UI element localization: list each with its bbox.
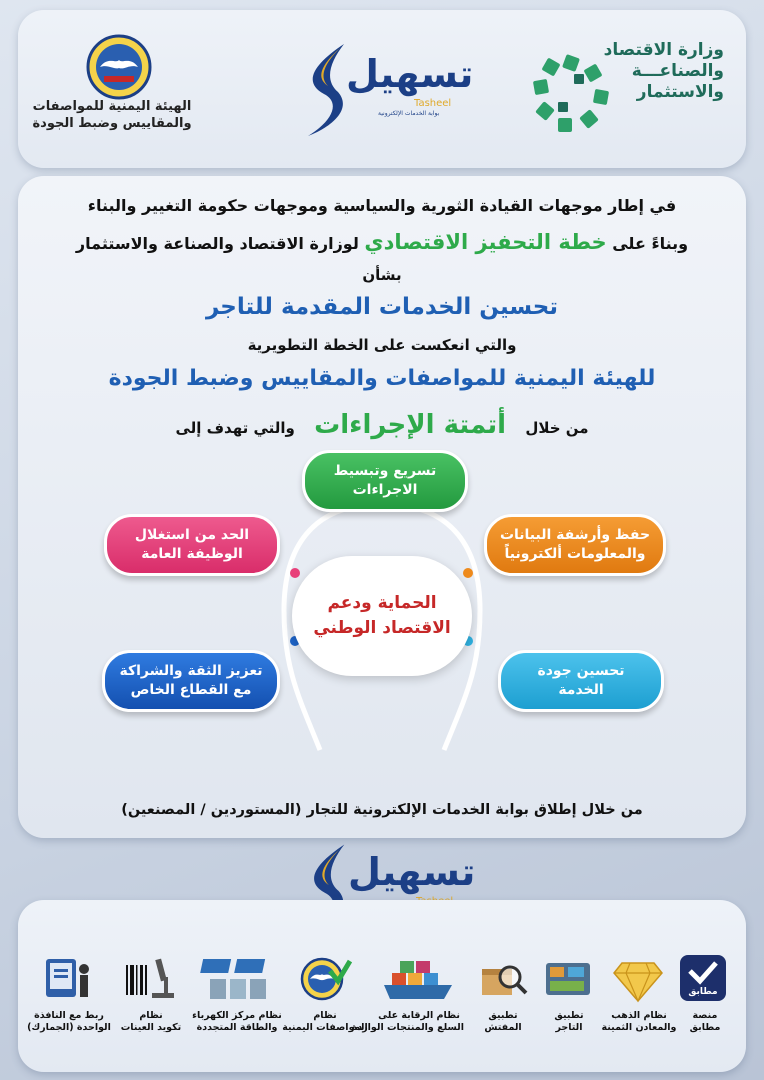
single-window-icon: [40, 955, 96, 1003]
intro-line-4: والتي انعكست على الخطة التطويرية: [247, 336, 517, 354]
system-label: السلع والمنتجات الواردة: [351, 1022, 464, 1033]
intro-line-2: [20, 230, 744, 254]
mutabiq-logo-icon: [676, 955, 732, 1003]
barcode-microscope-icon: [122, 955, 178, 1003]
system-import-control: [351, 1010, 464, 1034]
system-label: والطاقة المتجددة: [196, 1022, 278, 1033]
tasheel-wordmark: تسهيل: [348, 850, 476, 894]
goal-center-label: الحماية ودعم الاقتصاد الوطني: [313, 593, 451, 638]
system-label: والمعادن الثمينة: [601, 1022, 677, 1033]
tasheel-wordmark: تسهيل: [346, 52, 474, 96]
system-label: نظام مركز الكهرباء: [192, 1010, 282, 1021]
intro-line-3: بشأن: [362, 266, 402, 284]
goal-limit-abuse: [104, 514, 280, 576]
tasheel-subtitle: بوابة الخدمات الإلكترونية: [378, 110, 440, 117]
stimulus-plan-highlight: خطة التحفيز الاقتصادي: [364, 230, 607, 254]
system-label: نظام: [313, 1010, 337, 1021]
goal-service-quality: [498, 650, 664, 712]
system-label: المفتش: [484, 1022, 522, 1033]
goal-label: حفظ وأرشفة البيانات والمعلومات ألكترونياً: [499, 527, 651, 562]
goal-label: تسريع وتبسيط الاجراءات: [333, 463, 437, 498]
authority-name-line: والمقاييس وضبط الجودة: [32, 116, 192, 131]
launch-text: من خلال إطلاق بوابة الخدمات الإلكترونية للتجار (المستوردين / المصنعين): [121, 802, 643, 818]
goal-archive-data: [484, 514, 666, 576]
system-label: التاجر: [555, 1022, 583, 1033]
system-inspector-app: [460, 1010, 546, 1034]
authority-name: [22, 98, 202, 132]
goal-label: الحد من استغلال الوظيفة العامة: [134, 527, 250, 562]
inspector-magnifier-icon: [474, 955, 530, 1003]
system-sample-coding: [108, 1010, 194, 1034]
trader-app-icon: [540, 955, 596, 1003]
system-label: مطابق: [689, 1022, 721, 1033]
system-yemen-standards: [282, 1010, 368, 1034]
mutabiq-badge-text: مطابق: [688, 987, 718, 997]
solar-energy-icon: [200, 955, 272, 1003]
system-single-window: [26, 1010, 112, 1034]
goal-center-protection: [292, 556, 472, 676]
system-label: نظام: [139, 1010, 163, 1021]
ministry-name: [604, 40, 724, 103]
goal-trust-partnership: [102, 650, 280, 712]
tasheel-logo: [294, 38, 474, 138]
authority-seal-icon: [86, 34, 152, 100]
system-label: تطبيق: [554, 1010, 584, 1021]
services-heading: تحسين الخدمات المقدمة للتاجر: [206, 294, 558, 320]
intro-line-2-pre: وبناءً على: [612, 234, 689, 253]
ministry-name-line: وزارة الاقتصاد: [603, 40, 724, 60]
ministry-logo-icon: [528, 52, 614, 138]
intro-line-1: في إطار موجهات القيادة الثورية والسياسية وموجهات حكومة التغيير والبناء: [87, 196, 677, 215]
system-label: ربط مع النافذة: [34, 1010, 104, 1021]
intro-line-5-pre: من خلال: [525, 419, 589, 437]
goal-label: تحسين جودة الخدمة: [537, 663, 625, 698]
goal-label: تعزيز الثقة والشراكة مع القطاع الخاص: [119, 663, 263, 698]
connector-dot: [290, 568, 300, 578]
intro-line-5: [20, 410, 744, 440]
authority-heading: للهيئة اليمنية للمواصفات والمقاييس وضبط الجودة: [108, 366, 656, 391]
system-label: تطبيق: [488, 1010, 518, 1021]
tasheel-latin: Tasheel: [414, 98, 452, 109]
system-label: نظام الذهب: [611, 1010, 667, 1021]
tasheel-swoosh-icon: [294, 42, 354, 138]
ministry-name-line: والاستثمار: [636, 82, 724, 102]
automation-highlight: أتمتة الإجراءات: [314, 410, 507, 440]
system-label: الواحدة (الجمارك): [27, 1022, 111, 1033]
intro-line-2-post: لوزارة الاقتصاد والصناعة والاستثمار: [75, 234, 359, 253]
goal-speed-simplify: [302, 450, 468, 512]
gold-diamond-icon: [610, 955, 666, 1003]
system-label: المواصفات اليمنية: [282, 1022, 368, 1033]
intro-line-5-post: والتي تهدف إلى: [175, 419, 295, 437]
yemen-standards-seal-icon: [296, 955, 352, 1003]
connector-dot: [463, 568, 473, 578]
system-energy-center: [192, 1010, 282, 1034]
system-label: نظام الرقابة على: [378, 1010, 460, 1021]
shipping-containers-icon: [382, 955, 454, 1003]
ministry-name-line: والصناعـــة: [631, 61, 724, 81]
authority-name-line: الهيئة اليمنية للمواصفات: [32, 99, 192, 114]
system-label: منصة: [692, 1010, 718, 1021]
system-label: تكويد العينات: [120, 1022, 182, 1033]
